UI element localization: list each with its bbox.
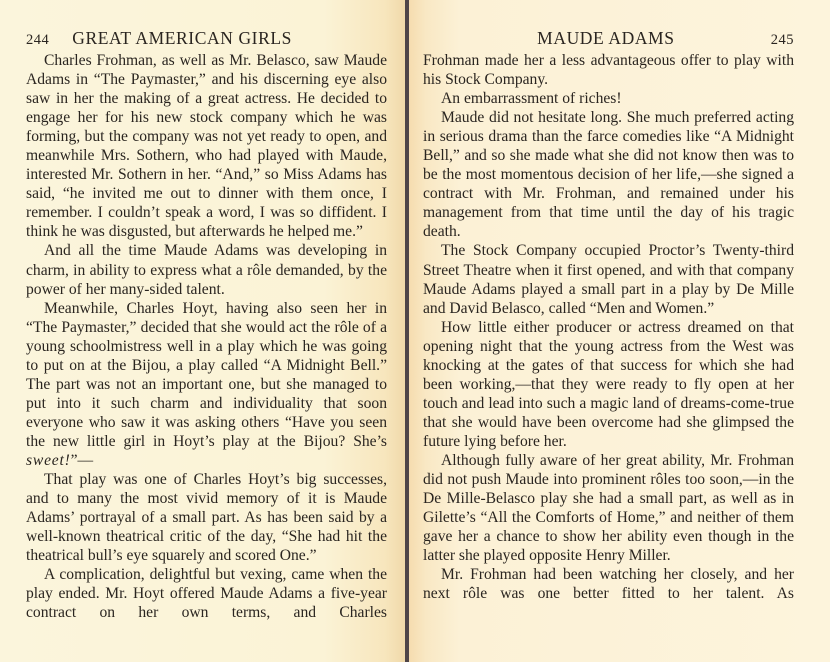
right-running-head <box>423 28 794 49</box>
paragraph-text-end: ”— <box>70 451 94 469</box>
running-head-title: GREAT AMERICAN GIRLS <box>72 28 293 48</box>
paragraph: An embarrassment of riches! <box>441 90 622 108</box>
paragraph: Frohman made her a less advantageous offer to play with his Stock Company. <box>423 52 794 89</box>
paragraph: Maude did not hesitate long. She much preferred acting in serious drama than the farce comedies like “A Midnight Bell,” and so she made what she did not know then was to be the most momentous decision of her life,—she signed a contract with Mr. Frohman, and remained under his management from that time until the day of his tragic death. <box>423 109 794 241</box>
paragraph: Charles Frohman, as well as Mr. Belasco, saw Maude Adams in “The Paymaster,” and his discerning eye also saw in her the making of a great actress. He decided to engage her for his new stock company which he was forming, but the company was not yet ready to open, and meanwhile Mrs. Sothern, who had played with Maude, interested Mr. Sothern in her. “And,” so Miss Adams has said, “he invited me out to dinner with them once, I remember. I couldn’t speak a word, I was so diffident. I think he was disgusted, but afterwards he helped me.” <box>26 52 387 241</box>
emphasis-text: sweet! <box>26 451 71 469</box>
left-body-text <box>26 51 387 622</box>
paragraph: How little either producer or actress dreamed on that opening night that the young actress from the West was knocking at the gates of that success for which she had been working,—that they were ready to fly open at her touch and lead into such a magic land of dreams-come-true that she would have been overcome had she glimpsed the future lying before her. <box>423 318 794 450</box>
left-page <box>0 0 405 662</box>
running-head-title: MAUDE ADAMS <box>537 28 675 48</box>
paragraph: The Stock Company occupied Proctor’s Twenty-third Street Theatre when it first opened, and with that company Maude Adams played a small part in a play by De Mille and David Belasco, called “Men and Women.” <box>423 242 794 317</box>
paragraph: Although fully aware of her great ability, Mr. Frohman did not push Maude into prominent rôles too soon,—in the De Mille-Belasco play she had a small part, as well as in Gilette’s “All the Comforts of Home,” and neither of them gave her a chance to show her ability even though in the latter she played opposite Henry Miller. <box>423 451 794 565</box>
paragraph: And all the time Maude Adams was developing in charm, in ability to express what a rôle demanded, by the power of her many-sided talent. <box>26 242 387 298</box>
left-running-head <box>26 28 388 49</box>
paragraph: That play was one of Charles Hoyt’s big successes, and to many the most vivid memory of it is Maude Adams’ portrayal of a small part. As has been said by a well-known theatrical critic of the day, “She had hit the theatrical bull’s eye squarely and scored One.” <box>26 471 387 565</box>
right-body-text <box>423 51 794 603</box>
paragraph-text: Meanwhile, Charles Hoyt, having also seen her in “The Paymaster,” decided that she would act the rôle of a young schoolmistress well in a play which he was going to put on at the Bijou, a play called “A Midnight Bell.” The part was not an important one, but she managed to put into it such charm and individuality that soon everyone who saw it was asking others “Have you seen the new little girl in Hoyt’s play at the Bijou? She’s <box>26 299 387 450</box>
page-number: 244 <box>26 32 50 48</box>
paragraph: A complication, delightful but vexing, came when the play ended. Mr. Hoyt offered Maude Adams a five-year contract on her own terms, and Charles <box>26 566 387 622</box>
right-page <box>409 0 830 662</box>
paragraph: Mr. Frohman had been watching her closely, and her next rôle was one better fitted to her talent. As <box>423 566 794 603</box>
paragraph <box>26 299 387 470</box>
page-number: 245 <box>770 32 794 48</box>
